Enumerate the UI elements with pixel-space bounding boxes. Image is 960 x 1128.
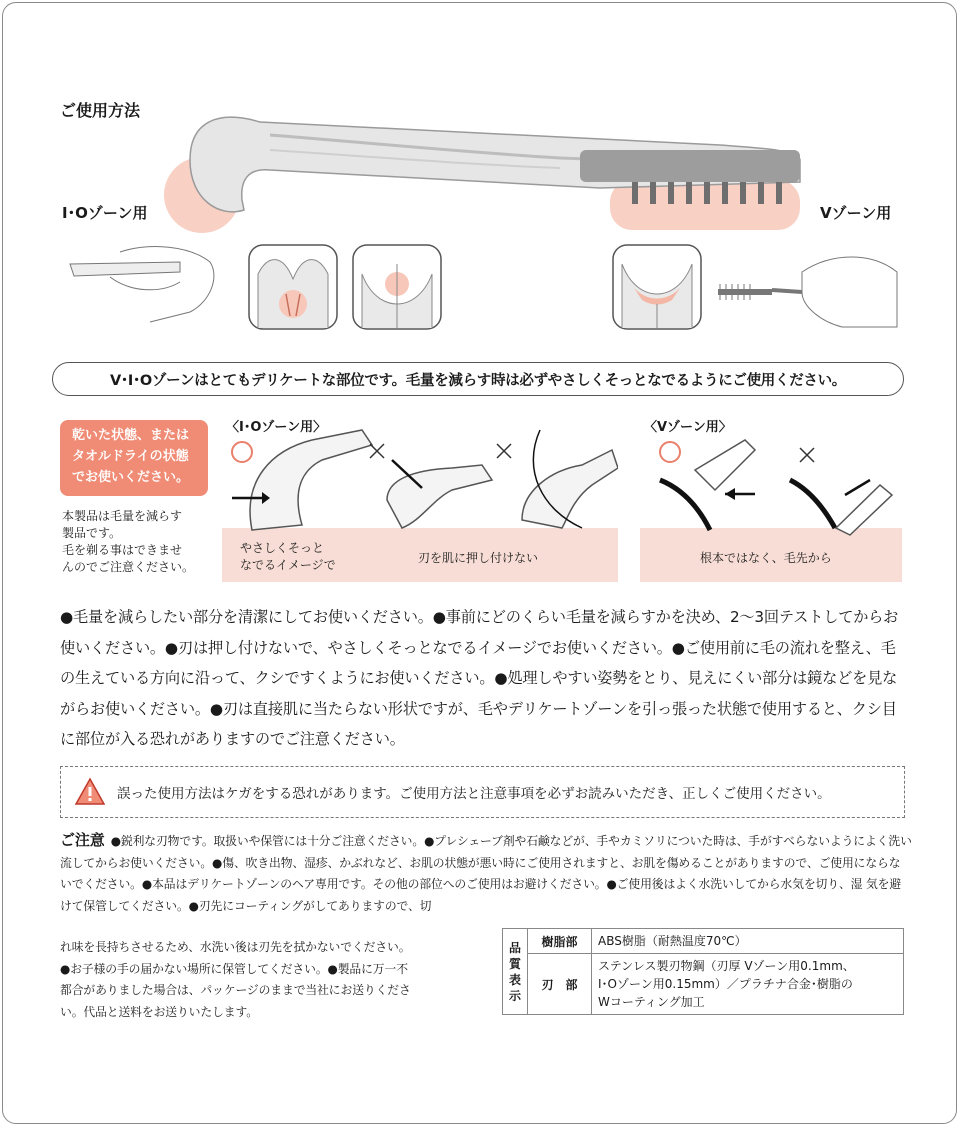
caution-tail-line: 都合がありました場合は、パッケージのままで当社にお送りくださ (60, 983, 411, 997)
io-caption-ok-line: なでるイメージで (240, 558, 336, 572)
caution-tail (60, 937, 500, 1023)
spec-value-line: ABS樹脂（耐熱温度70℃） (598, 934, 747, 948)
caution-tail-line: い。代品と送料をお送りいたします。 (60, 1004, 258, 1019)
spec-value-line: I･Oゾーン用0.15mm）／プラチナ合金･樹脂の (598, 977, 853, 991)
io-caption-ok-line: やさしくそっと (240, 541, 325, 555)
quality-label (503, 929, 528, 1015)
io-body-illustration-2 (352, 244, 442, 330)
io-caption-ng: 刃を肌に押し付けない (418, 551, 539, 565)
quality-label-char: 品 (509, 940, 522, 955)
io-usage-panel (222, 410, 618, 582)
ng-cross-icon-2 (497, 444, 511, 458)
product-note-line: 製品です。 (62, 526, 122, 540)
warning-box (60, 766, 905, 818)
spec-key: 樹脂部 (528, 929, 592, 954)
v-caption: 根本ではなく、毛先から (700, 551, 832, 565)
dry-condition-line: でお使いください。 (72, 470, 190, 485)
spec-value-line: ステンレス製刃物鋼（刃厚 Vゾーン用0.1mm、 (598, 959, 855, 973)
caution-tail-line: れ味を長持ちさせるため、水洗い後は刃先を拭かないでください。 (60, 940, 411, 954)
spec-value (592, 929, 904, 954)
ok-circle-icon (660, 442, 680, 462)
io-section-title: 〈I･Oゾーン用〉 (226, 420, 327, 435)
caution-title: ご注意 (60, 831, 105, 849)
warning-text: 誤った使用方法はケガをする恐れがあります。ご使用方法と注意事項を必ずお読みいただき、正しくご使用ください。 (117, 786, 831, 802)
caution-section (60, 830, 912, 917)
ng-cross-icon-3 (800, 448, 814, 462)
hand-right-illustration (712, 232, 902, 332)
product-note-line: 毛を剃る事はできませ (62, 543, 183, 557)
quality-label-char: 示 (509, 988, 522, 1003)
page-title: ご使用方法 (60, 101, 141, 120)
quality-label-char: 質 (509, 956, 522, 971)
product-note-line: 本製品は毛量を減らす (62, 509, 183, 523)
spec-key: 刃 部 (528, 954, 592, 1015)
product-note-line: んのでご注意ください。 (62, 560, 195, 574)
product-note (62, 508, 194, 576)
main-notice-banner: V･I･Oゾーンはとてもデリケートな部位です。毛量を減らす時は必ずやさしくそっとなでるようにご使用ください。 (52, 362, 904, 396)
ng-cross-icon (370, 444, 384, 458)
usage-instructions: ●毛量を減らしたい部分を清潔にしてお使いください。●事前にどのくらい毛量を減らすかを決め、2～3回テストしてからお使いください。●刃は押し付けないで、やさしくそっとなでるイメージでお使いください。●ご使用前に毛の流れを整え、毛の生えている方向に沿って、クシですくようにお使いください。●処理しやすい姿勢をとり、見えにくい部分は鏡などを見ながらお使いください。●刃は直接肌に当たらない形状ですが、毛やデリケートゾーンを引っ張った状態で使用すると、クシ目に部位が入る恐れがありますのでご注意ください。 (60, 608, 899, 748)
v-body-illustration (612, 244, 702, 330)
dry-condition-notice (60, 420, 208, 496)
razor-illustration (160, 100, 810, 240)
quality-label-char: 表 (509, 972, 522, 987)
v-zone-label: Vゾーン用 (820, 204, 892, 222)
io-caption-ok (240, 540, 336, 574)
warning-triangle-icon (75, 777, 105, 807)
dry-condition-line: 乾いた状態、または (72, 428, 190, 443)
io-body-illustration-1 (248, 244, 338, 330)
v-section-title: 〈Vゾーン用〉 (644, 420, 732, 435)
spec-value-line: Wコーティング加工 (598, 995, 705, 1009)
hand-left-illustration (60, 232, 230, 332)
spec-value (592, 954, 904, 1015)
dry-condition-line: タオルドライの状態 (72, 449, 189, 464)
io-zone-label: I･Oゾーン用 (62, 204, 148, 222)
caution-tail-line: ●お子様の手の届かない場所に保管してください。●製品に万一不 (60, 961, 408, 976)
ok-circle-icon (232, 442, 252, 462)
v-usage-panel (640, 410, 902, 582)
quality-spec-table (502, 928, 904, 1015)
caution-body: ●鋭利な刃物です。取扱いや保管には十分ご注意ください。●プレシェーブ剤や石鹸などが、手やカミソリについた時は、手がすべらないようによく洗い流してからお使いください。●傷、吹き出物、湿疹、かぶれなど、お肌の状態が悪い時にご使用されますと、お肌を傷めることがありますので、ご使用にならないでください。●本品はデリケートゾーンのヘア専用です。その他の部位へのご使用はお避けください。●ご使用後はよく水洗いしてから水気を切り、湿 気を避けて保管してください。●刃先にコーティングがしてありますので、切 (60, 834, 912, 913)
